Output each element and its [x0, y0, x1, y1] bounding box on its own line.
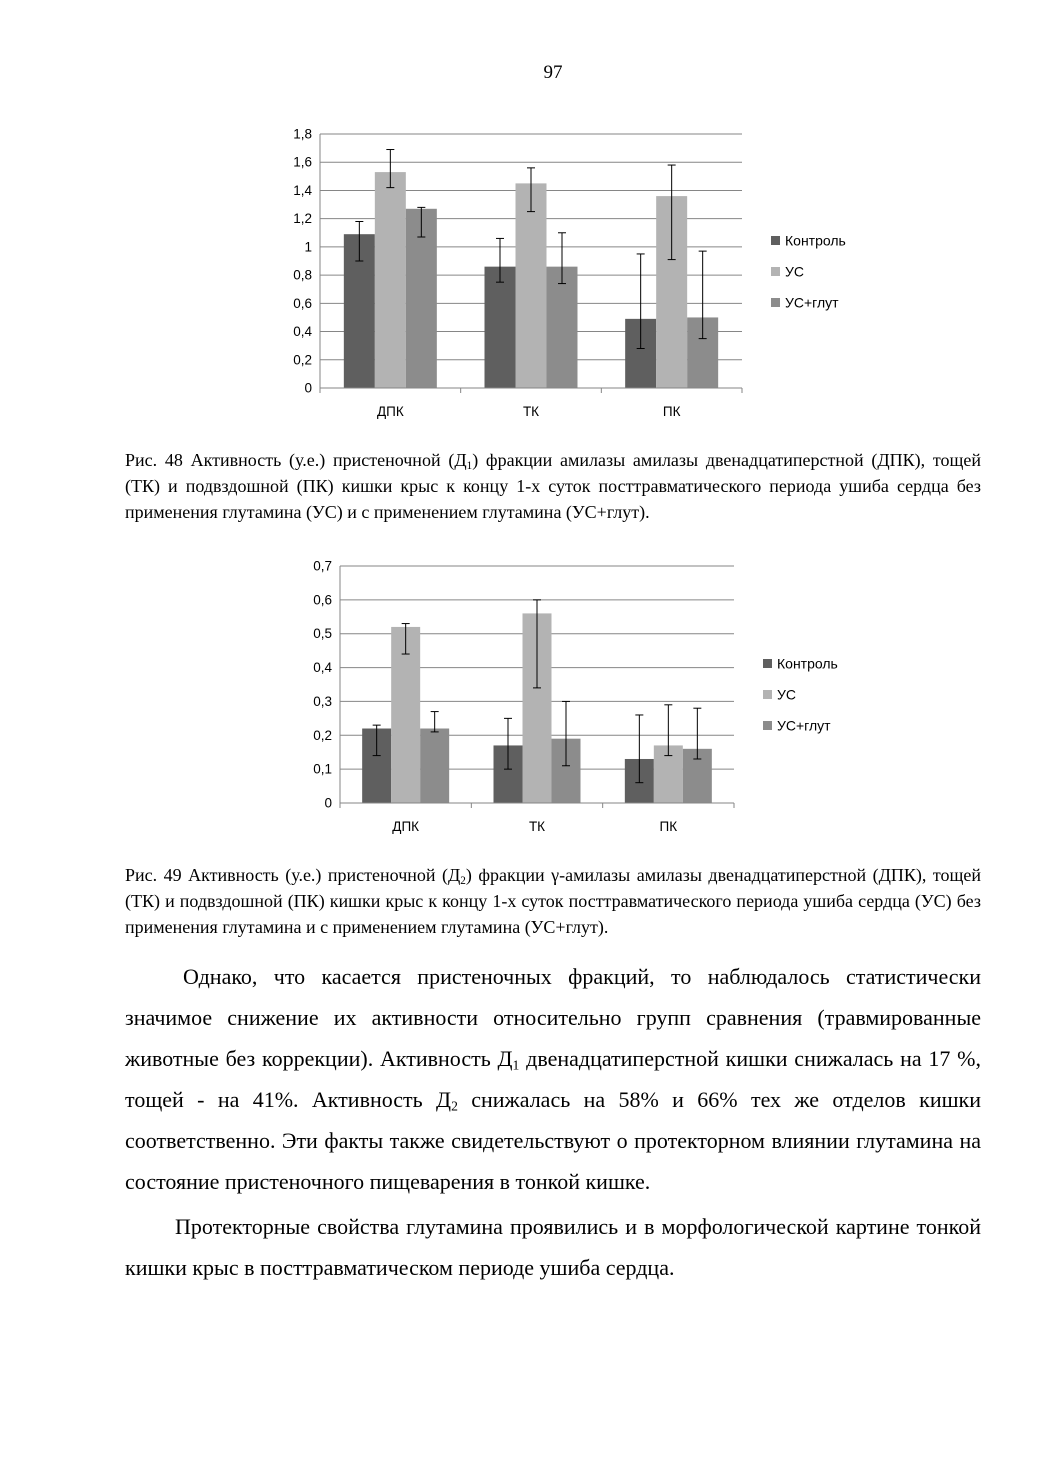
- legend-swatch: [763, 659, 772, 668]
- paragraph-1-sub-2: 2: [451, 1098, 458, 1114]
- caption-48-part-b: ) фракции амилазы амилазы двенадцатиперстной (ДПК), тощей (ТК) и подвздошной (ПК) кишки крыс к концу 1-х суток посттравматического периода ушиба сердца без применения глутамина (УС) и с применением глутамина (УС+глут).: [125, 450, 981, 522]
- bar: [485, 267, 516, 388]
- paragraph-1-sub-1: 1: [512, 1057, 520, 1073]
- paragraph-1-part-c: снижалась на 58% и 66% тех же отделов кишки соответственно. Эти факты также свидетельствуют о протекторном влиянии глутамина на состояние пристеночного пищеварения в тонкой кишке.: [125, 1087, 981, 1194]
- y-tick-label: 0,8: [293, 267, 312, 283]
- caption-49-subscript: 2: [460, 874, 466, 887]
- y-tick-label: 0: [324, 795, 332, 811]
- y-tick-label: 0: [304, 380, 312, 396]
- legend-swatch: [771, 236, 780, 245]
- legend-label: Контроль: [785, 232, 846, 249]
- paragraph-1-part-a: Однако, что касается пристеночных фракций, то наблюдалось статистически значимое снижение их активности относительно групп сравнения (травмированные животные без коррекции). Активность Д: [125, 964, 981, 1071]
- bar: [420, 729, 449, 803]
- chart-amylase-d1: [280, 120, 880, 430]
- y-tick-label: 0,6: [293, 295, 312, 311]
- bar: [516, 183, 547, 388]
- legend-swatch: [771, 298, 780, 307]
- paragraph-1: [125, 956, 981, 1202]
- caption-48-part-a: Рис. 48 Активность (у.е.) пристеночной (Д: [125, 450, 467, 470]
- legend-swatch: [763, 690, 772, 699]
- bar: [547, 267, 578, 388]
- x-category-label: ПК: [662, 404, 681, 419]
- chart-amylase-d2: [280, 552, 880, 842]
- y-tick-label: 0,3: [313, 693, 332, 709]
- legend-swatch: [771, 267, 780, 276]
- y-tick-label: 0,6: [313, 592, 332, 608]
- x-category-label: ДПК: [392, 819, 420, 834]
- y-tick-label: 0,4: [313, 660, 332, 676]
- x-category-label: ДПК: [376, 404, 404, 419]
- caption-49-part-b: ) фракции γ-амилазы амилазы двенадцатиперстной (ДПК), тощей (ТК) и подвздошной (ПК) кишки крыс к концу 1-х суток посттравматического периода ушиба сердца (УС) без применения глутамина и с применением глутамина (УС+глут).: [125, 865, 982, 937]
- legend-label: УС+глут: [777, 717, 831, 734]
- y-tick-label: 0,1: [313, 761, 332, 777]
- x-category-label: ТК: [528, 819, 546, 834]
- page-number: 97: [543, 62, 563, 83]
- legend-label: УС+глут: [785, 294, 839, 311]
- y-tick-label: 0,5: [313, 626, 332, 642]
- legend-label: УС: [777, 686, 797, 703]
- y-tick-label: 1: [304, 239, 312, 255]
- y-tick-label: 1,4: [293, 182, 312, 198]
- y-tick-label: 1,8: [293, 126, 312, 142]
- x-category-label: ПК: [659, 819, 678, 834]
- paragraph-1-part-b: двенадцатиперстной кишки снижалась на 17 %, тощей - на 41%. Активность Д: [125, 1046, 981, 1112]
- y-tick-label: 0,2: [293, 352, 312, 368]
- chart-amylase-d2-svg: [280, 552, 880, 842]
- y-tick-label: 1,2: [293, 211, 312, 227]
- legend-label: Контроль: [777, 655, 838, 672]
- y-tick-label: 1,6: [293, 154, 312, 170]
- figure-48-caption: [125, 447, 981, 525]
- legend-label: УС: [785, 263, 805, 280]
- paragraph-2: Протекторные свойства глутамина проявились и в морфологической картине тонкой кишки крыс в посттравматическом периоде ушиба сердца.: [125, 1214, 981, 1280]
- legend-swatch: [763, 721, 772, 730]
- caption-49-part-a: Рис. 49 Активность (у.е.) пристеночной (Д: [125, 865, 461, 885]
- y-tick-label: 0,2: [313, 727, 332, 743]
- body-text: [125, 956, 981, 1288]
- y-tick-label: 0,4: [293, 324, 312, 340]
- bar: [375, 172, 406, 388]
- chart-amylase-d1-svg: [280, 120, 880, 430]
- y-tick-label: 0,7: [313, 558, 332, 574]
- caption-48-subscript: 1: [466, 459, 473, 472]
- x-category-label: ТК: [522, 404, 540, 419]
- figure-49-caption: [125, 862, 981, 940]
